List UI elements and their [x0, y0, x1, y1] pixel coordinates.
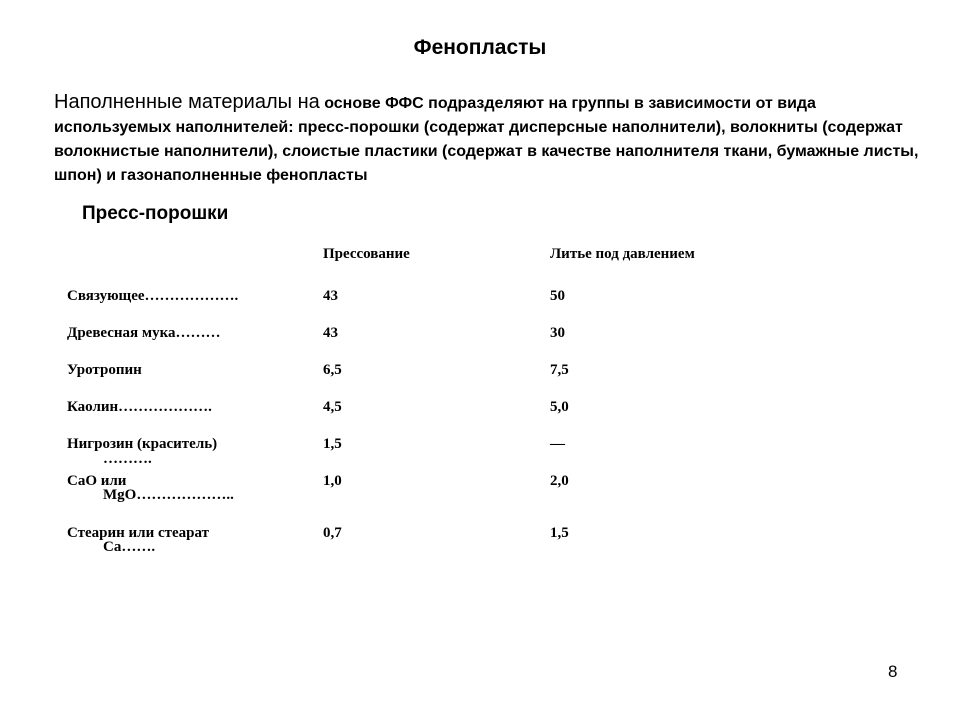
row-name: Уротропин	[67, 362, 142, 378]
slide-title: Фенопласты	[413, 36, 547, 59]
intro-lead-text: Наполненные материалы на	[54, 91, 320, 113]
row-name: CaO или	[67, 473, 127, 489]
row-injection-value: —	[550, 436, 565, 452]
row-injection-value: 30	[550, 325, 565, 341]
header-injection: Литье под давлением	[550, 246, 695, 262]
row-pressing-value: 43	[323, 325, 338, 341]
row-pressing-value: 4,5	[323, 399, 342, 415]
row-name-continuation: MgO………………..	[103, 487, 234, 503]
section-subtitle: Пресс-порошки	[82, 203, 229, 224]
row-name: Стеарин или стеарат	[67, 525, 209, 541]
row-name: Нигрозин (краситель)	[67, 436, 218, 452]
row-pressing-value: 6,5	[323, 362, 342, 378]
row-pressing-value: 43	[323, 288, 338, 304]
row-injection-value: 7,5	[550, 362, 569, 378]
intro-body-text: основе ФФС подразделяют на группы в зависимости от вида используемых наполнителей: пресс-порошки (содержат дисперсные наполнители), волокниты (содержат волокнистые наполнители), слоистые пластики (содержат в качестве наполнителя ткани, бумажные листы, шпон) и газонаполненные фенопласты	[54, 95, 919, 184]
row-name: Связующее……………….	[67, 288, 239, 304]
row-injection-value: 1,5	[550, 525, 569, 541]
row-injection-value: 5,0	[550, 399, 569, 415]
header-pressing: Прессование	[323, 246, 410, 262]
page-number: 8	[888, 662, 898, 681]
row-injection-value: 50	[550, 288, 565, 304]
row-injection-value: 2,0	[550, 473, 569, 489]
row-name-continuation: ……….	[103, 451, 152, 467]
row-name: Каолин……………….	[67, 399, 212, 415]
row-pressing-value: 1,0	[323, 473, 342, 489]
row-name: Древесная мука………	[67, 325, 221, 341]
row-name-continuation: Ca…….	[103, 539, 156, 555]
row-pressing-value: 1,5	[323, 436, 342, 452]
row-pressing-value: 0,7	[323, 525, 342, 541]
